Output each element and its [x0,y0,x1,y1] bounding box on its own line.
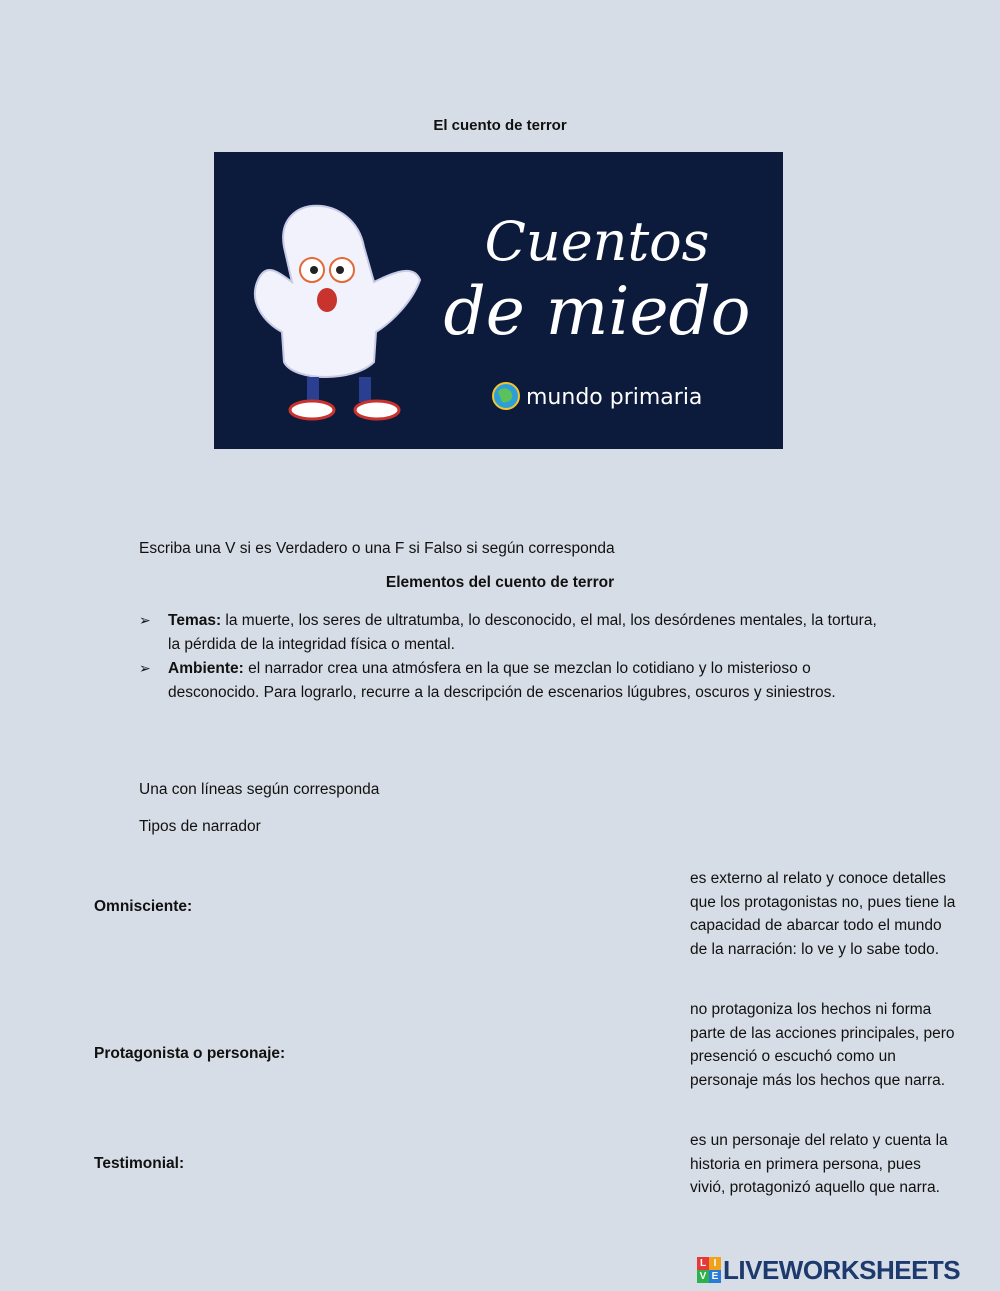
ghost-illustration [255,206,420,419]
arrow-bullet-icon: ➢ [139,612,151,628]
arrow-bullet-icon: ➢ [139,660,151,676]
globe-icon [493,383,519,409]
definition-2[interactable]: no protagoniza los hechos ni forma parte de las acciones principales, pero presenció o escuchó como un personaje más los hechos que narra. [690,1001,955,1089]
narrator-type-protagonista[interactable]: Protagonista o personaje: [94,1045,286,1062]
element-text: la muerte, los seres de ultratumba, lo desconocido, el mal, los desórdenes mentales, la tortura, la pérdida de la integridad física o mental. [168,612,877,653]
element-term: Ambiente: [168,660,244,677]
list-item [139,609,879,656]
instruction-true-false: Escriba una V si es Verdadero o una F si Falso si según corresponda [139,540,615,557]
instruction-match: Una con líneas según corresponda [139,781,380,798]
live-badge-icon: L I V E [697,1257,721,1283]
banner-brand: mundo primaria [526,385,703,410]
definition-1[interactable]: es externo al relato y conoce detalles que los protagonistas no, pues tiene la capacidad de abarcar todo el mundo de la narración: lo ve y lo sabe todo. [690,870,956,958]
definition-3[interactable]: es un personaje del relato y cuenta la historia en primera persona, pues vivió, protagonizó aquello que narra. [690,1132,948,1196]
element-term: Temas: [168,612,222,629]
logo-text: LIVEWORKSHEETS [723,1254,961,1285]
section-title: Elementos del cuento de terror [385,574,615,591]
liveworksheets-logo [697,1255,960,1285]
element-text: el narrador crea una atmósfera en la que se mezclan lo cotidiano y lo misterioso o desconocido. Para lograrlo, recurre a la descripción de escenarios lúgubres, oscuros y siniestros. [168,660,836,701]
banner-image [214,152,783,449]
narrator-heading: Tipos de narrador [139,818,261,835]
banner-line1: Cuentos [484,210,710,273]
list-item [139,657,879,704]
narrator-type-testimonial[interactable]: Testimonial: [94,1155,185,1172]
page-title: El cuento de terror [433,117,567,134]
narrator-type-omnisciente[interactable]: Omnisciente: [94,898,193,915]
elements-list [139,609,879,705]
banner-line2: de miedo [443,273,751,350]
